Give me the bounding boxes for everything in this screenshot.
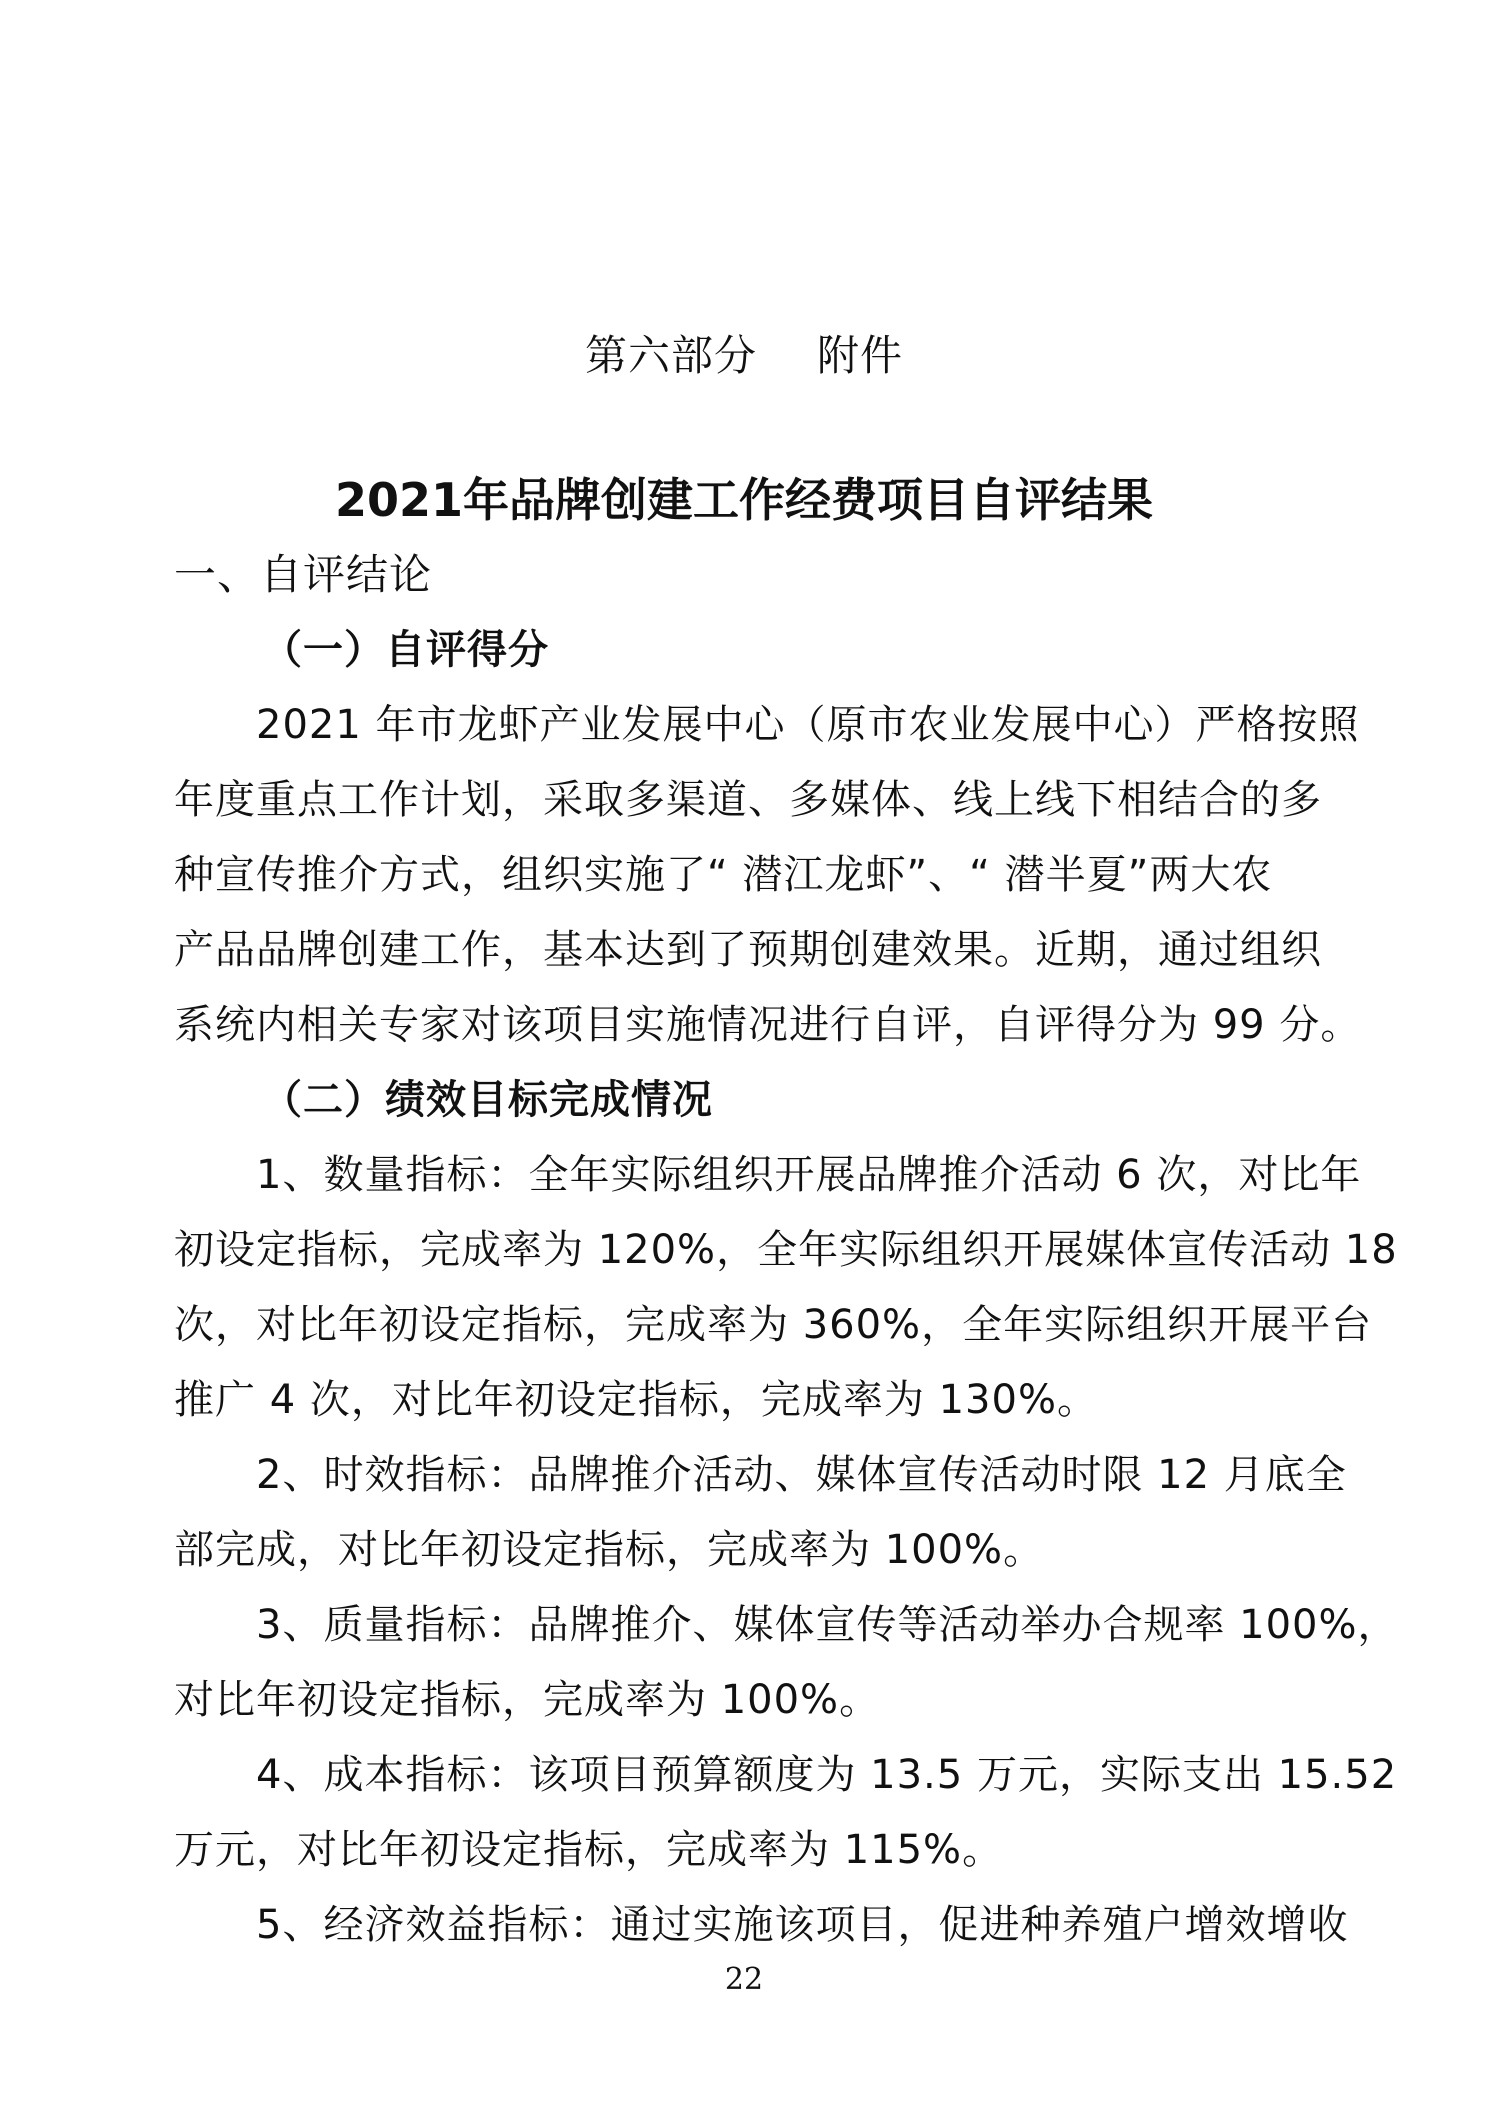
part-heading-label: 附件 [817,331,904,380]
paragraph-line: 推广 4 次，对比年初设定指标，完成率为 130%。 [174,1377,1098,1423]
section-heading-conclusion: 一、自评结论 [174,550,433,599]
paragraph-line: 万元，对比年初设定指标，完成率为 115%。 [174,1827,1004,1873]
part-heading [0,328,1488,384]
part-heading-number: 第六部分 [584,331,757,380]
paragraph-line: 3、质量指标：品牌推介、媒体宣传等活动举办合规率 100%， [256,1602,1399,1648]
paragraph-line: 对比年初设定指标，完成率为 100%。 [174,1677,881,1723]
paragraph-line: 2021 年市龙虾产业发展中心（原市农业发展中心）严格按照 [256,702,1360,748]
subsection-heading-targets: （二）绩效目标完成情况 [262,1077,713,1123]
paragraph-line: 初设定指标，完成率为 120%，全年实际组织开展媒体宣传活动 18 [174,1227,1398,1273]
subsection-heading-score: （一）自评得分 [262,627,549,673]
paragraph-line: 4、成本指标：该项目预算额度为 13.5 万元，实际支出 15.52 [256,1752,1398,1798]
document-title: 2021年品牌创建工作经费项目自评结果 [334,473,1154,527]
page-number: 22 [724,1962,764,1997]
paragraph-line: 1、数量指标：全年实际组织开展品牌推介活动 6 次，对比年 [256,1152,1362,1198]
paragraph-line: 2、时效指标：品牌推介活动、媒体宣传活动时限 12 月底全 [256,1452,1347,1498]
paragraph-line: 系统内相关专家对该项目实施情况进行自评，自评得分为 99 分。 [174,1002,1362,1048]
paragraph-line: 5、经济效益指标：通过实施该项目，促进种养殖户增效增收 [256,1902,1349,1948]
paragraph-line: 产品品牌创建工作，基本达到了预期创建效果。近期，通过组织 [174,927,1322,973]
paragraph-line: 年度重点工作计划，采取多渠道、多媒体、线上线下相结合的多 [174,777,1322,823]
paragraph-line: 次，对比年初设定指标，完成率为 360%，全年实际组织开展平台 [174,1302,1373,1348]
paragraph-line: 种宣传推介方式，组织实施了“ 潜江龙虾”、“ 潜半夏”两大农 [174,852,1273,898]
paragraph-line: 部完成，对比年初设定指标，完成率为 100%。 [174,1527,1045,1573]
